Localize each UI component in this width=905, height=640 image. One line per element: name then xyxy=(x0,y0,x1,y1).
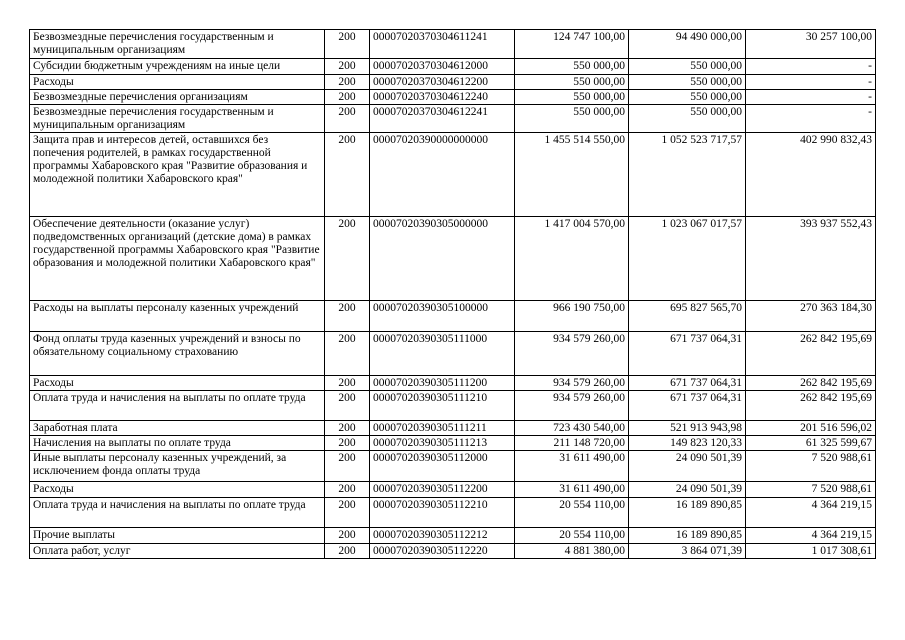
table-row xyxy=(30,544,876,559)
row-name-cell: Субсидии бюджетным учреждениям на иные цели xyxy=(30,59,325,75)
row-budget-code-cell: 00007020370304611241 xyxy=(370,30,515,59)
row-executed-amount-cell: 3 864 071,39 xyxy=(629,544,746,559)
row-name-cell: Оплата труда и начисления на выплаты по оплате труда xyxy=(30,391,325,421)
row-budget-code-cell: 00007020390305111210 xyxy=(370,391,515,421)
row-approved-amount-cell: 723 430 540,00 xyxy=(515,421,629,436)
row-budget-code-cell: 00007020370304612241 xyxy=(370,105,515,133)
row-budget-code-cell: 00007020390305111000 xyxy=(370,332,515,376)
row-name-cell: Защита прав и интересов детей, оставшихся без попечения родителей, в рамках государственной программы Хабаровского края "Развитие образования и молодежной политики Хабаровского края" xyxy=(30,133,325,217)
table-row xyxy=(30,376,876,391)
row-executed-amount-cell: 24 090 501,39 xyxy=(629,451,746,482)
row-admin-code-cell: 200 xyxy=(325,133,370,217)
row-approved-amount-cell: 211 148 720,00 xyxy=(515,436,629,451)
row-remainder-amount-cell: 4 364 219,15 xyxy=(746,498,876,528)
row-executed-amount-cell: 671 737 064,31 xyxy=(629,391,746,421)
row-approved-amount-cell: 20 554 110,00 xyxy=(515,528,629,544)
row-name-cell: Начисления на выплаты по оплате труда xyxy=(30,436,325,451)
row-budget-code-cell: 00007020390305112210 xyxy=(370,498,515,528)
row-remainder-amount-cell: 262 842 195,69 xyxy=(746,376,876,391)
row-executed-amount-cell: 1 023 067 017,57 xyxy=(629,217,746,301)
row-name-cell: Иные выплаты персоналу казенных учреждений, за исключением фонда оплаты труда xyxy=(30,451,325,482)
row-executed-amount-cell: 16 189 890,85 xyxy=(629,528,746,544)
row-remainder-amount-cell: 201 516 596,02 xyxy=(746,421,876,436)
row-budget-code-cell: 00007020390305112000 xyxy=(370,451,515,482)
table-row xyxy=(30,482,876,498)
row-admin-code-cell: 200 xyxy=(325,217,370,301)
row-budget-code-cell: 00007020390305100000 xyxy=(370,301,515,332)
row-admin-code-cell: 200 xyxy=(325,544,370,559)
table-row xyxy=(30,217,876,301)
row-budget-code-cell: 00007020390305112220 xyxy=(370,544,515,559)
row-remainder-amount-cell: 262 842 195,69 xyxy=(746,391,876,421)
row-name-cell: Оплата труда и начисления на выплаты по оплате труда xyxy=(30,498,325,528)
row-approved-amount-cell: 550 000,00 xyxy=(515,59,629,75)
row-admin-code-cell: 200 xyxy=(325,105,370,133)
table-row xyxy=(30,105,876,133)
row-approved-amount-cell: 1 417 004 570,00 xyxy=(515,217,629,301)
table-row xyxy=(30,391,876,421)
row-admin-code-cell: 200 xyxy=(325,482,370,498)
row-remainder-amount-cell: - xyxy=(746,75,876,90)
table-row xyxy=(30,528,876,544)
row-admin-code-cell: 200 xyxy=(325,528,370,544)
row-remainder-amount-cell: 7 520 988,61 xyxy=(746,451,876,482)
row-executed-amount-cell: 94 490 000,00 xyxy=(629,30,746,59)
row-executed-amount-cell: 1 052 523 717,57 xyxy=(629,133,746,217)
row-name-cell: Фонд оплаты труда казенных учреждений и взносы по обязательному социальному страхованию xyxy=(30,332,325,376)
row-executed-amount-cell: 550 000,00 xyxy=(629,90,746,105)
row-budget-code-cell: 00007020390305111200 xyxy=(370,376,515,391)
row-admin-code-cell: 200 xyxy=(325,451,370,482)
row-name-cell: Расходы xyxy=(30,75,325,90)
row-remainder-amount-cell: 262 842 195,69 xyxy=(746,332,876,376)
row-approved-amount-cell: 550 000,00 xyxy=(515,105,629,133)
row-admin-code-cell: 200 xyxy=(325,332,370,376)
row-admin-code-cell: 200 xyxy=(325,376,370,391)
row-remainder-amount-cell: 7 520 988,61 xyxy=(746,482,876,498)
row-approved-amount-cell: 550 000,00 xyxy=(515,90,629,105)
row-executed-amount-cell: 550 000,00 xyxy=(629,105,746,133)
table-row xyxy=(30,332,876,376)
row-approved-amount-cell: 31 611 490,00 xyxy=(515,451,629,482)
row-approved-amount-cell: 934 579 260,00 xyxy=(515,332,629,376)
row-executed-amount-cell: 695 827 565,70 xyxy=(629,301,746,332)
row-remainder-amount-cell: 402 990 832,43 xyxy=(746,133,876,217)
row-remainder-amount-cell: 393 937 552,43 xyxy=(746,217,876,301)
row-admin-code-cell: 200 xyxy=(325,75,370,90)
row-name-cell: Расходы xyxy=(30,482,325,498)
row-budget-code-cell: 00007020390305112212 xyxy=(370,528,515,544)
row-name-cell: Прочие выплаты xyxy=(30,528,325,544)
row-admin-code-cell: 200 xyxy=(325,301,370,332)
row-budget-code-cell: 00007020390000000000 xyxy=(370,133,515,217)
row-remainder-amount-cell: 4 364 219,15 xyxy=(746,528,876,544)
row-executed-amount-cell: 550 000,00 xyxy=(629,59,746,75)
row-executed-amount-cell: 149 823 120,33 xyxy=(629,436,746,451)
table-row xyxy=(30,451,876,482)
table-body xyxy=(30,30,876,559)
row-admin-code-cell: 200 xyxy=(325,436,370,451)
row-admin-code-cell: 200 xyxy=(325,90,370,105)
table-row xyxy=(30,90,876,105)
row-approved-amount-cell: 20 554 110,00 xyxy=(515,498,629,528)
row-budget-code-cell: 00007020390305111213 xyxy=(370,436,515,451)
table-row xyxy=(30,301,876,332)
row-approved-amount-cell: 934 579 260,00 xyxy=(515,376,629,391)
table-row xyxy=(30,133,876,217)
row-budget-code-cell: 00007020370304612240 xyxy=(370,90,515,105)
table-row xyxy=(30,75,876,90)
row-remainder-amount-cell: 1 017 308,61 xyxy=(746,544,876,559)
table-row xyxy=(30,421,876,436)
row-name-cell: Заработная плата xyxy=(30,421,325,436)
row-remainder-amount-cell: - xyxy=(746,105,876,133)
table-row xyxy=(30,498,876,528)
row-approved-amount-cell: 966 190 750,00 xyxy=(515,301,629,332)
row-name-cell: Расходы xyxy=(30,376,325,391)
row-budget-code-cell: 00007020390305000000 xyxy=(370,217,515,301)
row-executed-amount-cell: 24 090 501,39 xyxy=(629,482,746,498)
row-name-cell: Расходы на выплаты персоналу казенных учреждений xyxy=(30,301,325,332)
table-row xyxy=(30,436,876,451)
row-remainder-amount-cell: 270 363 184,30 xyxy=(746,301,876,332)
row-admin-code-cell: 200 xyxy=(325,421,370,436)
row-approved-amount-cell: 934 579 260,00 xyxy=(515,391,629,421)
row-executed-amount-cell: 671 737 064,31 xyxy=(629,376,746,391)
row-name-cell: Безвозмездные перечисления организациям xyxy=(30,90,325,105)
table-row xyxy=(30,59,876,75)
row-admin-code-cell: 200 xyxy=(325,391,370,421)
row-admin-code-cell: 200 xyxy=(325,498,370,528)
row-approved-amount-cell: 124 747 100,00 xyxy=(515,30,629,59)
row-budget-code-cell: 00007020390305111211 xyxy=(370,421,515,436)
row-approved-amount-cell: 1 455 514 550,00 xyxy=(515,133,629,217)
row-admin-code-cell: 200 xyxy=(325,30,370,59)
row-executed-amount-cell: 550 000,00 xyxy=(629,75,746,90)
row-remainder-amount-cell: - xyxy=(746,59,876,75)
row-admin-code-cell: 200 xyxy=(325,59,370,75)
row-approved-amount-cell: 31 611 490,00 xyxy=(515,482,629,498)
row-budget-code-cell: 00007020370304612000 xyxy=(370,59,515,75)
row-remainder-amount-cell: 30 257 100,00 xyxy=(746,30,876,59)
row-name-cell: Безвозмездные перечисления государственным и муниципальным организациям xyxy=(30,105,325,133)
row-name-cell: Безвозмездные перечисления государственным и муниципальным организациям xyxy=(30,30,325,59)
row-executed-amount-cell: 671 737 064,31 xyxy=(629,332,746,376)
row-remainder-amount-cell: - xyxy=(746,90,876,105)
row-budget-code-cell: 00007020370304612200 xyxy=(370,75,515,90)
row-budget-code-cell: 00007020390305112200 xyxy=(370,482,515,498)
budget-table xyxy=(29,29,876,559)
row-executed-amount-cell: 16 189 890,85 xyxy=(629,498,746,528)
row-executed-amount-cell: 521 913 943,98 xyxy=(629,421,746,436)
row-approved-amount-cell: 550 000,00 xyxy=(515,75,629,90)
row-remainder-amount-cell: 61 325 599,67 xyxy=(746,436,876,451)
row-approved-amount-cell: 4 881 380,00 xyxy=(515,544,629,559)
row-name-cell: Оплата работ, услуг xyxy=(30,544,325,559)
table-row xyxy=(30,30,876,59)
row-name-cell: Обеспечение деятельности (оказание услуг) подведомственных организаций (детские дома) в рамках государственной программы Хабаровского края "Развитие образования и молодежной политики Хабаровского края" xyxy=(30,217,325,301)
